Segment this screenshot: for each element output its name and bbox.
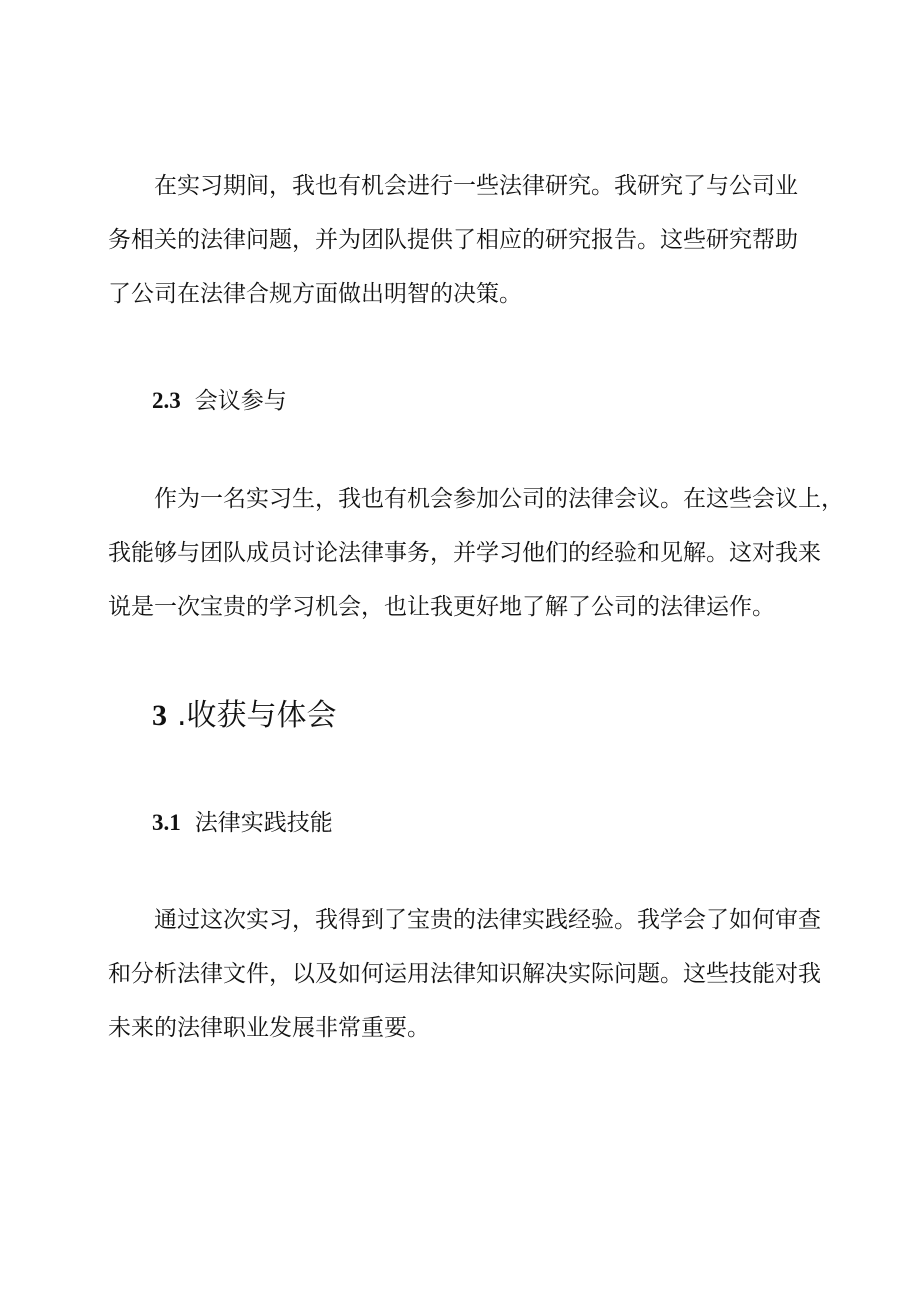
heading-3-1	[152, 804, 333, 837]
paragraph-line: 通过这次实习，我得到了宝贵的法律实践经验。我学会了如何审查	[154, 907, 821, 933]
heading-2-3	[152, 382, 287, 415]
paragraph-line: 在实习期间，我也有机会进行一些法律研究。我研究了与公司业	[154, 173, 798, 199]
heading-3	[152, 690, 337, 734]
paragraph-line: 务相关的法律问题，并为团队提供了相应的研究报告。这些研究帮助	[108, 227, 798, 253]
paragraph-line: 和分析法律文件，以及如何运用法律知识解决实际问题。这些技能对我	[108, 961, 821, 987]
heading-title: 会议参与	[194, 388, 287, 414]
heading-number: 2.3	[152, 388, 181, 413]
heading-number: 3.1	[152, 810, 181, 835]
heading-title: .收获与体会	[177, 698, 337, 733]
paragraph-line: 了公司在法律合规方面做出明智的决策。	[108, 281, 522, 307]
paragraph-line: 我能够与团队成员讨论法律事务，并学习他们的经验和见解。这对我来	[108, 540, 821, 566]
paragraph-legal-research	[108, 159, 828, 321]
paragraph-line: 作为一名实习生，我也有机会参加公司的法律会议。在这些会议上，	[154, 486, 844, 512]
paragraph-practice-skills	[108, 893, 828, 1055]
paragraph-line: 未来的法律职业发展非常重要。	[108, 1015, 430, 1041]
heading-number: 3	[152, 699, 167, 732]
heading-title: 法律实践技能	[194, 810, 333, 836]
paragraph-line: 说是一次宝贵的学习机会，也让我更好地了解了公司的法律运作。	[108, 594, 775, 620]
paragraph-meeting-participation	[108, 472, 844, 634]
